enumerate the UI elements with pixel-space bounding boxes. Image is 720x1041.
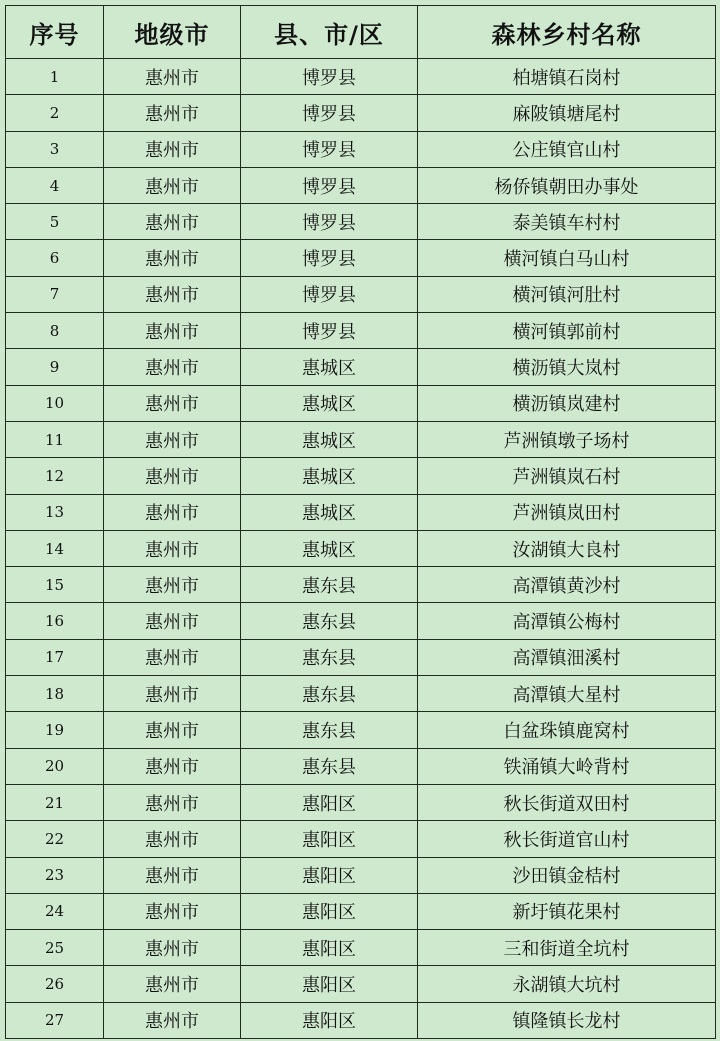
cell-village-name: 芦洲镇岚石村 [418,458,716,494]
cell-seq: 11 [6,421,104,457]
cell-city: 惠州市 [104,821,241,857]
cell-county: 惠东县 [241,712,418,748]
cell-seq: 10 [6,385,104,421]
cell-village-name: 横河镇郭前村 [418,313,716,349]
cell-village-name: 芦洲镇墩子场村 [418,421,716,457]
table-header-row [6,6,716,59]
cell-city: 惠州市 [104,748,241,784]
cell-seq: 26 [6,966,104,1002]
table-row [6,784,716,820]
cell-seq: 16 [6,603,104,639]
cell-county: 惠阳区 [241,857,418,893]
cell-village-name: 秋长街道双田村 [418,784,716,820]
cell-county: 博罗县 [241,59,418,95]
table-row [6,676,716,712]
table-row [6,1002,716,1038]
cell-seq: 6 [6,240,104,276]
table-row [6,204,716,240]
cell-village-name: 横河镇白马山村 [418,240,716,276]
cell-seq: 14 [6,530,104,566]
table-row [6,966,716,1002]
table-row [6,930,716,966]
cell-county: 惠城区 [241,530,418,566]
cell-county: 惠东县 [241,748,418,784]
table-row [6,95,716,131]
cell-village-name: 三和街道全坑村 [418,930,716,966]
cell-city: 惠州市 [104,567,241,603]
cell-county: 博罗县 [241,240,418,276]
table-row [6,458,716,494]
cell-city: 惠州市 [104,530,241,566]
cell-county: 博罗县 [241,313,418,349]
cell-city: 惠州市 [104,167,241,203]
cell-city: 惠州市 [104,857,241,893]
cell-city: 惠州市 [104,639,241,675]
cell-seq: 19 [6,712,104,748]
header-city: 地级市 [104,6,241,59]
cell-village-name: 汝湖镇大良村 [418,530,716,566]
cell-county: 惠阳区 [241,821,418,857]
cell-seq: 8 [6,313,104,349]
header-county: 县、市/区 [241,6,418,59]
cell-village-name: 公庄镇官山村 [418,131,716,167]
cell-city: 惠州市 [104,676,241,712]
table-row [6,167,716,203]
cell-village-name: 高潭镇公梅村 [418,603,716,639]
cell-city: 惠州市 [104,712,241,748]
cell-village-name: 高潭镇沺溪村 [418,639,716,675]
cell-county: 惠东县 [241,603,418,639]
table-row [6,639,716,675]
cell-seq: 3 [6,131,104,167]
cell-village-name: 永湖镇大坑村 [418,966,716,1002]
cell-village-name: 镇隆镇长龙村 [418,1002,716,1038]
cell-city: 惠州市 [104,349,241,385]
cell-village-name: 高潭镇黄沙村 [418,567,716,603]
table-row [6,59,716,95]
cell-village-name: 泰美镇车村村 [418,204,716,240]
cell-city: 惠州市 [104,95,241,131]
table-row [6,748,716,784]
cell-county: 惠东县 [241,676,418,712]
table-row [6,603,716,639]
table-row [6,276,716,312]
cell-city: 惠州市 [104,930,241,966]
table-row [6,385,716,421]
cell-village-name: 柏塘镇石岗村 [418,59,716,95]
cell-village-name: 横沥镇大岚村 [418,349,716,385]
cell-village-name: 横沥镇岚建村 [418,385,716,421]
table-row [6,712,716,748]
cell-seq: 13 [6,494,104,530]
cell-county: 惠阳区 [241,930,418,966]
cell-county: 惠城区 [241,458,418,494]
cell-village-name: 白盆珠镇鹿窝村 [418,712,716,748]
table-row [6,857,716,893]
table-row [6,567,716,603]
table-row [6,421,716,457]
cell-seq: 27 [6,1002,104,1038]
table-row [6,494,716,530]
cell-village-name: 铁涌镇大岭背村 [418,748,716,784]
cell-city: 惠州市 [104,966,241,1002]
cell-city: 惠州市 [104,458,241,494]
cell-village-name: 芦洲镇岚田村 [418,494,716,530]
cell-city: 惠州市 [104,893,241,929]
table-row [6,349,716,385]
cell-seq: 1 [6,59,104,95]
header-seq: 序号 [6,6,104,59]
table-row [6,893,716,929]
cell-county: 博罗县 [241,276,418,312]
cell-seq: 5 [6,204,104,240]
table-row [6,821,716,857]
cell-seq: 23 [6,857,104,893]
cell-seq: 12 [6,458,104,494]
cell-county: 惠东县 [241,639,418,675]
forest-village-table [5,5,716,1039]
cell-city: 惠州市 [104,494,241,530]
table-body [6,59,716,1039]
cell-village-name: 秋长街道官山村 [418,821,716,857]
cell-county: 惠阳区 [241,784,418,820]
cell-city: 惠州市 [104,603,241,639]
cell-seq: 24 [6,893,104,929]
cell-city: 惠州市 [104,240,241,276]
cell-seq: 4 [6,167,104,203]
cell-seq: 17 [6,639,104,675]
cell-county: 惠阳区 [241,1002,418,1038]
cell-seq: 2 [6,95,104,131]
header-village-name: 森林乡村名称 [418,6,716,59]
cell-city: 惠州市 [104,784,241,820]
cell-county: 惠东县 [241,567,418,603]
cell-city: 惠州市 [104,131,241,167]
cell-seq: 15 [6,567,104,603]
table-row [6,131,716,167]
table-row [6,530,716,566]
cell-village-name: 麻陂镇塘尾村 [418,95,716,131]
cell-village-name: 新圩镇花果村 [418,893,716,929]
cell-city: 惠州市 [104,1002,241,1038]
cell-city: 惠州市 [104,59,241,95]
cell-city: 惠州市 [104,313,241,349]
cell-city: 惠州市 [104,276,241,312]
cell-county: 惠城区 [241,349,418,385]
cell-city: 惠州市 [104,385,241,421]
cell-village-name: 横河镇河肚村 [418,276,716,312]
cell-county: 博罗县 [241,95,418,131]
table-row [6,240,716,276]
cell-seq: 21 [6,784,104,820]
cell-county: 惠城区 [241,385,418,421]
cell-city: 惠州市 [104,204,241,240]
cell-city: 惠州市 [104,421,241,457]
cell-county: 惠阳区 [241,966,418,1002]
cell-village-name: 杨侨镇朝田办事处 [418,167,716,203]
cell-seq: 25 [6,930,104,966]
cell-county: 惠城区 [241,421,418,457]
table-row [6,313,716,349]
cell-seq: 18 [6,676,104,712]
cell-county: 博罗县 [241,167,418,203]
cell-county: 博罗县 [241,131,418,167]
cell-county: 博罗县 [241,204,418,240]
cell-county: 惠阳区 [241,893,418,929]
cell-village-name: 高潭镇大星村 [418,676,716,712]
cell-seq: 9 [6,349,104,385]
cell-seq: 20 [6,748,104,784]
cell-county: 惠城区 [241,494,418,530]
cell-village-name: 沙田镇金桔村 [418,857,716,893]
cell-seq: 22 [6,821,104,857]
cell-seq: 7 [6,276,104,312]
